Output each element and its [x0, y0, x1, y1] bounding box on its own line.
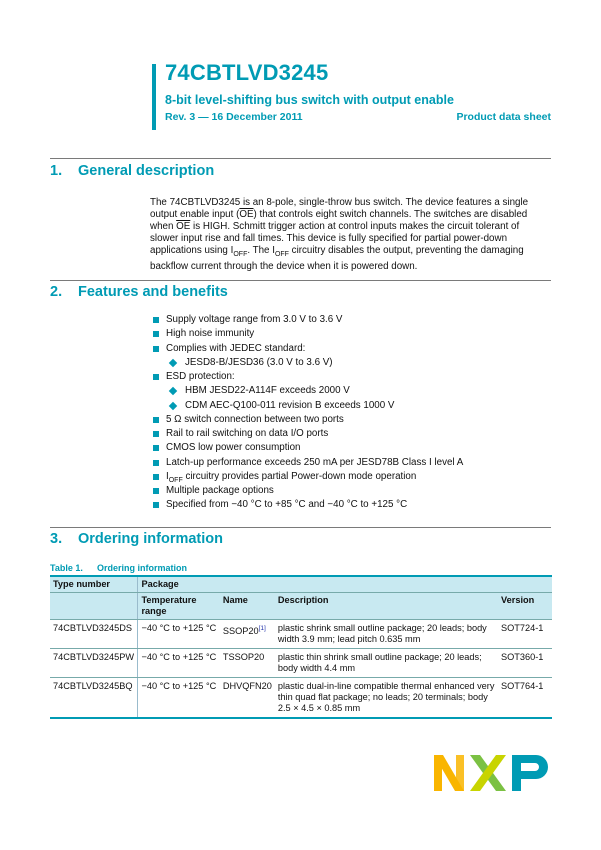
section-number: 3. [50, 531, 63, 547]
feature-item [150, 342, 550, 356]
section-title: General description [78, 163, 215, 179]
bullet-diamond-icon [169, 387, 177, 395]
feature-item [150, 484, 550, 498]
feature-item [150, 441, 550, 455]
feature-item [150, 456, 550, 470]
bullet-square-icon [153, 417, 159, 423]
column-header-version: Version [498, 593, 552, 620]
ioff-symbol: I [230, 245, 234, 257]
feature-text: circuitry provides partial Power-down mode operation [182, 470, 417, 482]
package-name: SSOP20 [222, 626, 259, 637]
nxp-logo [434, 753, 550, 793]
feature-text: Latch-up performance exceeds 250 mA per JESD78B Class I level A [166, 456, 464, 468]
cell-name: TSSOP20 [220, 649, 275, 678]
cell-temperature: −40 °C to +125 °C [138, 649, 220, 678]
footnote-link[interactable]: [1] [258, 625, 266, 632]
logo-p [512, 755, 548, 791]
cell-version: SOT724-1 [498, 620, 552, 649]
text-run: ) that controls eight switch channels. The switches are disabled when [150, 209, 528, 233]
text-run: The 74CBTLVD3245 is an 8-pole, single-throw bus switch. The device features a single output enable input ( [150, 197, 529, 221]
document-type: Product data sheet [456, 111, 551, 123]
cell-version: SOT764-1 [498, 678, 552, 719]
feature-text: CMOS low power consumption [166, 442, 301, 454]
ioff-symbol: I [166, 470, 169, 482]
ioff-subscript: OFF [233, 251, 248, 259]
bullet-square-icon [153, 445, 159, 451]
bullet-square-icon [153, 374, 159, 380]
cell-type: 74CBTLVD3245PW [50, 649, 138, 678]
column-header-temperature: Temperature range [138, 593, 220, 620]
ioff-subscript: OFF [168, 476, 183, 484]
bullet-square-icon [153, 346, 159, 352]
cell-name: DHVQFN20 [220, 678, 275, 719]
document-title: 74CBTLVD3245 [165, 60, 329, 85]
cell-temperature: −40 °C to +125 °C [138, 678, 220, 719]
logo-n [434, 755, 464, 791]
cell-type: 74CBTLVD3245DS [50, 620, 138, 649]
section-heading-features [50, 284, 228, 300]
logo-x [470, 755, 506, 791]
oe-signal: $\overline{OE}$ [239, 209, 254, 221]
cell-description: plastic dual-in-line compatible thermal enhanced very thin quad flat package; no leads; 20 terminals; body 2.5 × 4.5 × 0.85 mm [275, 678, 498, 719]
feature-item [150, 498, 550, 512]
empty-header-cell [50, 593, 138, 620]
feature-item [150, 413, 550, 427]
bullet-square-icon [153, 488, 159, 494]
bullet-square-icon [153, 460, 159, 466]
feature-item [150, 370, 550, 384]
cell-description: plastic thin shrink small outline package; 20 leads; body width 4.4 mm [275, 649, 498, 678]
feature-text: ESD protection: [166, 371, 235, 382]
feature-subitem [150, 356, 550, 370]
section-title: Features and benefits [78, 284, 228, 300]
bullet-diamond-icon [169, 401, 177, 409]
table-header-row [50, 576, 552, 593]
section-divider [50, 280, 551, 281]
feature-item [150, 427, 550, 441]
section-heading-ordering [50, 531, 223, 547]
feature-item [150, 327, 550, 341]
general-description-paragraph [150, 197, 550, 274]
cell-description: plastic shrink small outline package; 20 leads; body width 3.9 mm; lead pitch 0.635 mm [275, 620, 498, 649]
cell-type: 74CBTLVD3245BQ [50, 678, 138, 719]
feature-text: Supply voltage range from 3.0 V to 3.6 V [166, 314, 343, 325]
feature-item [150, 470, 550, 484]
header-accent-bar [152, 64, 156, 130]
feature-text: Specified from −40 °C to +85 °C and −40 °C to +125 °C [166, 499, 408, 511]
column-header-description: Description [275, 593, 498, 620]
column-header-package: Package [138, 576, 552, 593]
bullet-square-icon [153, 431, 159, 437]
feature-text: 5 Ω switch connection between two ports [166, 413, 344, 425]
feature-text: Multiple package options [166, 485, 274, 496]
document-subtitle: 8-bit level-shifting bus switch with output enable [165, 93, 454, 107]
ordering-table [50, 575, 552, 719]
feature-text: High noise immunity [166, 328, 255, 340]
column-header-type-number: Type number [50, 576, 138, 593]
section-divider [50, 158, 551, 159]
column-header-name: Name [220, 593, 275, 620]
cell-temperature: −40 °C to +125 °C [138, 620, 220, 649]
feature-text: HBM JESD22-A114F exceeds 2000 V [185, 385, 350, 397]
section-heading-general-description [50, 163, 214, 179]
bullet-diamond-icon [169, 359, 177, 367]
cell-version: SOT360-1 [498, 649, 552, 678]
table-subheader-row [50, 593, 552, 620]
feature-text: Rail to rail switching on data I/O ports [166, 428, 329, 439]
text-run: . The [247, 245, 273, 257]
bullet-square-icon [153, 317, 159, 323]
revision-info: Rev. 3 — 16 December 2011 [165, 111, 303, 123]
bullet-square-icon [153, 474, 159, 480]
table-row [50, 620, 552, 649]
feature-text: JESD8-B/JESD36 (3.0 V to 3.6 V) [185, 356, 333, 368]
table-label: Table 1. [50, 563, 83, 573]
table-row [50, 649, 552, 678]
text-run: is HIGH. Schmitt trigger action at control inputs makes the circuit tolerant of slower input rise and fall times. This device is fully specified for partial power-down applications using [150, 221, 520, 257]
section-divider [50, 527, 551, 528]
feature-subitem [150, 399, 550, 413]
ioff-subscript: OFF [274, 251, 289, 259]
table-row [50, 678, 552, 719]
feature-text: Complies with JEDEC standard: [166, 342, 306, 354]
features-list [150, 313, 550, 513]
ioff-symbol: I [272, 245, 275, 257]
section-title: Ordering information [78, 531, 223, 547]
table-caption-text: Ordering information [97, 563, 187, 573]
bullet-square-icon [153, 502, 159, 508]
feature-text: CDM AEC-Q100-011 revision B exceeds 1000 V [185, 399, 395, 411]
oe-signal: $\overline{OE}$ [176, 221, 191, 233]
feature-subitem [150, 384, 550, 398]
table-caption [50, 563, 187, 573]
section-number: 2. [50, 284, 63, 300]
cell-name [220, 620, 275, 649]
text-run: circuitry disables the output, preventing the damaging backflow current through the device when it is powered down. [150, 245, 524, 273]
feature-item [150, 313, 550, 327]
bullet-square-icon [153, 331, 159, 337]
section-number: 1. [50, 163, 63, 179]
